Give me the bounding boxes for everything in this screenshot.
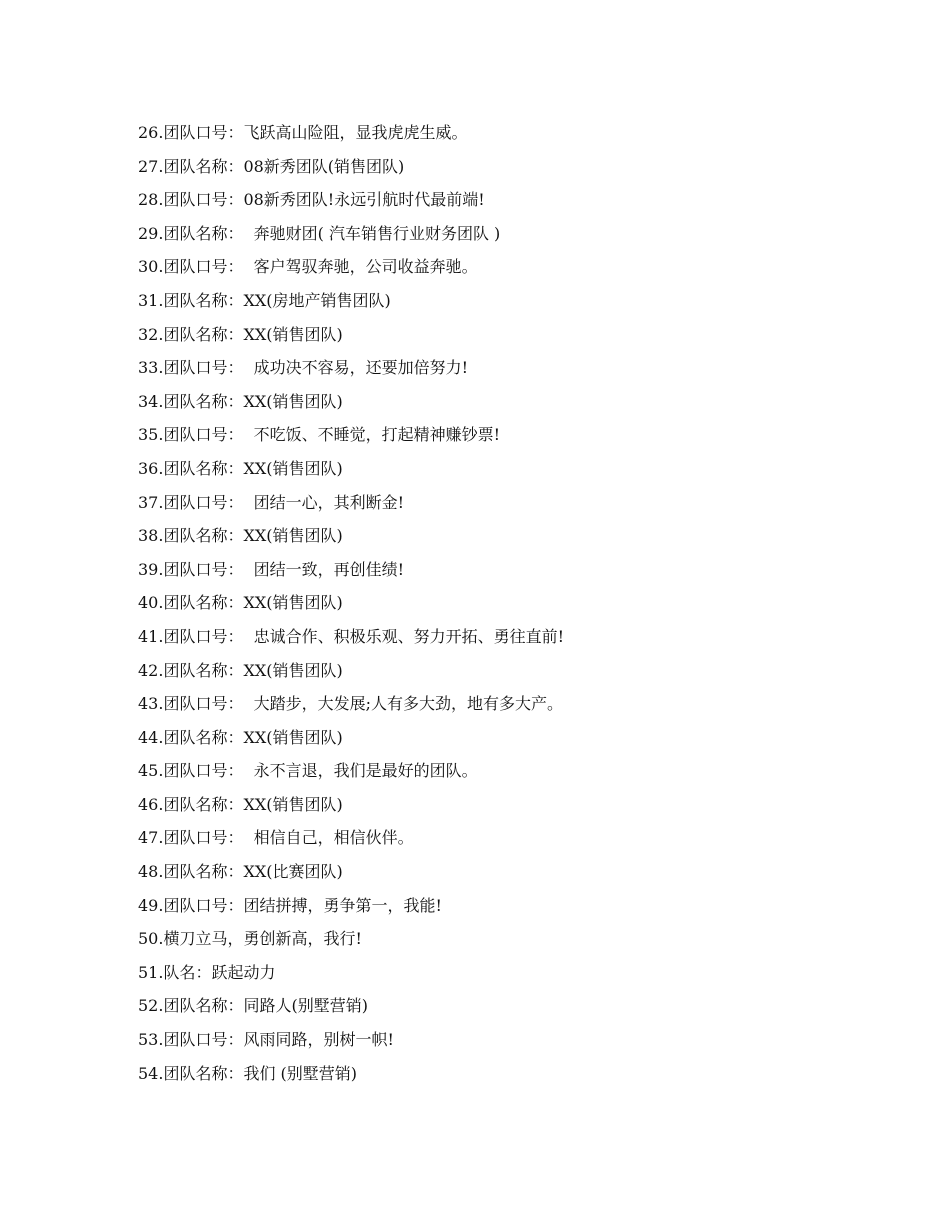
list-item: 35.团队口号： 不吃饭、不睡觉，打起精神赚钞票! bbox=[138, 425, 501, 445]
list-item: 44.团队名称：XX(销售团队) bbox=[138, 727, 343, 747]
list-item: 32.团队名称：XX(销售团队) bbox=[138, 324, 343, 344]
list-item: 49.团队口号：团结拼搏，勇争第一，我能! bbox=[138, 895, 442, 915]
list-item: 31.团队名称：XX(房地产销售团队) bbox=[138, 290, 391, 310]
list-item: 45.团队口号： 永不言退，我们是最好的团队。 bbox=[138, 761, 478, 781]
list-item: 28.团队口号：08新秀团队!永远引航时代最前端! bbox=[138, 190, 485, 210]
list-item: 29.团队名称： 奔驰财团( 汽车销售行业财务团队 ) bbox=[138, 223, 501, 243]
list-item: 48.团队名称：XX(比赛团队) bbox=[138, 862, 343, 882]
list-item: 54.团队名称：我们 (别墅营销) bbox=[138, 1063, 358, 1083]
list-item: 42.团队名称：XX(销售团队) bbox=[138, 660, 343, 680]
list-item: 41.团队口号： 忠诚合作、积极乐观、努力开拓、勇往直前! bbox=[138, 626, 565, 646]
list-item: 30.团队口号： 客户驾驭奔驰，公司收益奔驰。 bbox=[138, 257, 478, 277]
list-item: 38.团队名称：XX(销售团队) bbox=[138, 526, 343, 546]
list-item: 52.团队名称：同路人(别墅营销) bbox=[138, 996, 368, 1016]
list-item: 39.团队口号： 团结一致，再创佳绩! bbox=[138, 559, 405, 579]
list-item: 51.队名：跃起动力 bbox=[138, 962, 276, 982]
list-item: 53.团队口号：风雨同路，别树一帜! bbox=[138, 1030, 394, 1050]
list-item: 50.横刀立马，勇创新高，我行! bbox=[138, 929, 362, 949]
list-item: 37.团队口号： 团结一心，其利断金! bbox=[138, 492, 405, 512]
list-item: 27.团队名称：08新秀团队(销售团队) bbox=[138, 156, 405, 176]
document-body bbox=[138, 116, 838, 1090]
list-item: 46.团队名称：XX(销售团队) bbox=[138, 794, 343, 814]
list-item: 43.团队口号： 大踏步，大发展;人有多大劲，地有多大产。 bbox=[138, 694, 564, 714]
list-item: 47.团队口号： 相信自己，相信伙伴。 bbox=[138, 828, 414, 848]
list-item: 36.团队名称：XX(销售团队) bbox=[138, 458, 343, 478]
list-item: 33.团队口号： 成功决不容易，还要加倍努力! bbox=[138, 358, 469, 378]
list-item: 34.团队名称：XX(销售团队) bbox=[138, 391, 343, 411]
list-item: 26.团队口号：飞跃高山险阻，显我虎虎生威。 bbox=[138, 123, 468, 142]
list-item: 40.团队名称：XX(销售团队) bbox=[138, 593, 343, 613]
